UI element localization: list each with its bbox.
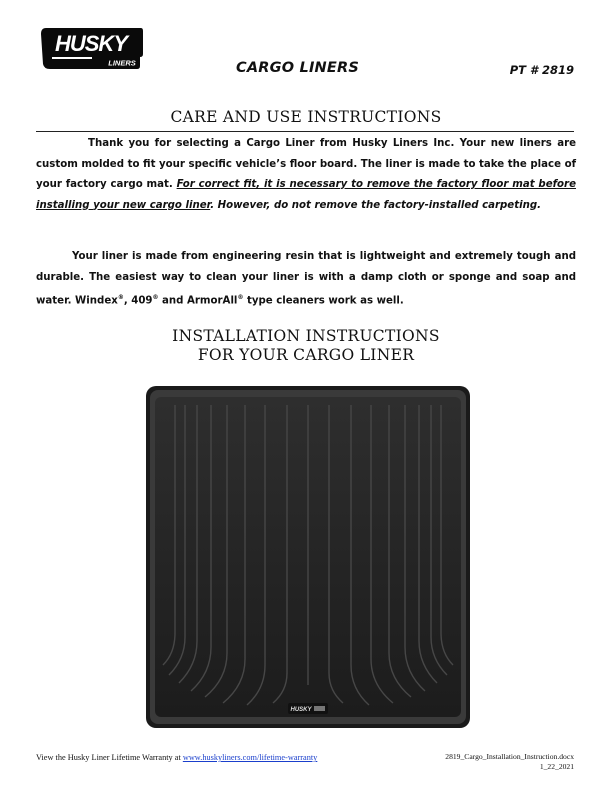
care-p2-text: Your liner is made from engineering resin that is lightweight and extremely tough and durable. The easiest way to clean your liner is with a damp cloth or sponge and soap and water. Windex: [36, 251, 576, 307]
warranty-link[interactable]: www.huskyliners.com/lifetime-warranty: [182, 753, 318, 762]
logo-brand-text: HUSKY: [54, 31, 128, 56]
install-heading: [0, 327, 612, 365]
document-title: CARGO LINERS: [236, 60, 359, 76]
warranty-footer: [36, 753, 317, 762]
care-p2-end: type cleaners work as well.: [243, 295, 404, 307]
liner-badge-text: HUSKY: [290, 707, 312, 713]
file-info: [445, 752, 574, 772]
part-number: PT # 2819: [509, 63, 574, 77]
care-heading: CARE AND USE INSTRUCTIONS: [170, 108, 442, 126]
registered-mark: ®: [237, 294, 244, 301]
warranty-text: View the Husky Liner Lifetime Warranty at: [36, 753, 183, 762]
registered-mark: ®: [117, 294, 124, 301]
care-p2-409: , 409: [123, 295, 153, 307]
logo-sub-text: LINERS: [108, 58, 136, 68]
install-heading-line-1: INSTALLATION INSTRUCTIONS: [172, 327, 440, 345]
file-name: 2819_Cargo_Installation_Instruction.docx: [445, 752, 574, 761]
file-date: 1_22_2021: [539, 762, 574, 771]
care-paragraph-2: [36, 247, 576, 312]
heading-divider: [36, 131, 574, 132]
registered-mark: ®: [152, 294, 159, 301]
care-p1-text: Thank you for selecting a Cargo Liner from Husky Liners Inc. Your new liners are custom molded to fit your specific vehicle’s floor board. The liner is made to take the place of your factory cargo mat.: [36, 138, 576, 190]
cargo-liner-image: [145, 385, 471, 729]
install-heading-line-2: FOR YOUR CARGO LINER: [197, 346, 415, 364]
husky-liners-logo: [40, 26, 144, 70]
fit-warning-text: For correct fit, it is necessary to remove the factory floor mat before installing your new cargo liner: [36, 179, 576, 211]
care-p2-armorall: and ArmorAll: [158, 295, 238, 307]
carpet-note-text: . However, do not remove the factory-installed carpeting.: [210, 199, 541, 211]
care-paragraph-1: [36, 134, 576, 216]
